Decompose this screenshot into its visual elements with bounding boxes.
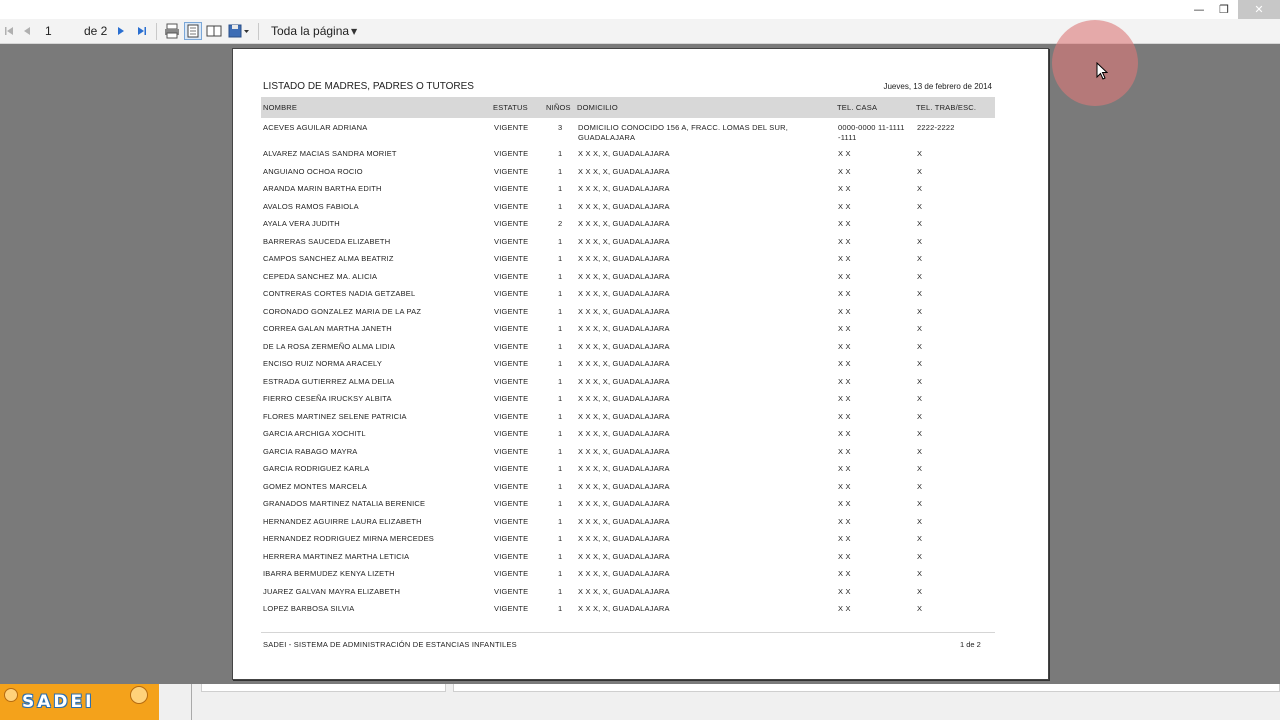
status-field xyxy=(453,684,1280,692)
next-page-icon[interactable] xyxy=(114,23,128,39)
column-header-tel-casa: TEL. CASA xyxy=(837,103,878,112)
cell-tel-trab: X xyxy=(917,341,923,351)
cell-tel-trab: X xyxy=(917,411,923,421)
cell-tel-trab: X xyxy=(917,289,923,298)
cell-tel-casa: X X xyxy=(838,411,851,421)
close-button[interactable]: ✕ xyxy=(1238,0,1280,19)
cell-ninos: 1 xyxy=(558,149,563,158)
cell-domicilio: X X X, X, GUADALAJARA xyxy=(578,359,670,368)
cell-nombre: AVALOS RAMOS FABIOLA xyxy=(263,201,359,211)
cell-nombre: ANGUIANO OCHOA ROCIO xyxy=(263,166,363,176)
cell-tel-trab: X xyxy=(917,306,923,316)
previous-page-icon[interactable] xyxy=(20,23,34,39)
cell-ninos: 1 xyxy=(558,166,563,176)
cell-estatus: VIGENTE xyxy=(494,551,529,561)
cell-estatus: VIGENTE xyxy=(494,411,529,421)
cell-domicilio: X X X, X, GUADALAJARA xyxy=(578,341,670,351)
cell-tel-casa: X X xyxy=(838,201,851,211)
mouse-pointer-icon xyxy=(1096,62,1108,80)
cell-nombre: CORREA GALAN MARTHA JANETH xyxy=(263,324,392,333)
cell-tel-trab: X xyxy=(917,604,923,613)
report-date: Jueves, 13 de febrero de 2014 xyxy=(883,82,992,91)
cell-ninos: 1 xyxy=(558,586,563,596)
cell-estatus: VIGENTE xyxy=(494,123,529,132)
cell-nombre: BARRERAS SAUCEDA ELIZABETH xyxy=(263,236,391,246)
cell-nombre: FIERRO CESEÑA IRUCKSY ALBITA xyxy=(263,394,392,403)
cell-domicilio: X X X, X, GUADALAJARA xyxy=(578,201,670,211)
cell-ninos: 1 xyxy=(558,499,563,508)
cell-tel-casa: X X xyxy=(838,289,851,298)
cell-domicilio: X X X, X, GUADALAJARA xyxy=(578,429,670,438)
cell-tel-casa: 0000-0000 11-1111 -1111 xyxy=(838,123,905,142)
cell-ninos: 3 xyxy=(558,123,563,132)
cell-tel-trab: X xyxy=(917,254,923,263)
cell-domicilio: X X X, X, GUADALAJARA xyxy=(578,236,670,246)
cell-ninos: 1 xyxy=(558,201,563,211)
cell-nombre: ENCISO RUIZ NORMA ARACELY xyxy=(263,359,383,368)
cell-nombre: FLORES MARTINEZ SELENE PATRICIA xyxy=(263,411,407,421)
cell-estatus: VIGENTE xyxy=(494,604,529,613)
restore-button[interactable]: ❐ xyxy=(1219,3,1229,16)
cell-nombre: HERNANDEZ AGUIRRE LAURA ELIZABETH xyxy=(263,516,422,526)
cell-estatus: VIGENTE xyxy=(494,306,529,316)
cell-tel-trab: X xyxy=(917,376,923,386)
cell-nombre: CORONADO GONZALEZ MARIA DE LA PAZ xyxy=(263,306,422,316)
cell-tel-trab: X xyxy=(917,464,923,473)
cell-ninos: 1 xyxy=(558,569,563,578)
cell-tel-casa: X X xyxy=(838,236,851,246)
cell-nombre: CAMPOS SANCHEZ ALMA BEATRIZ xyxy=(263,254,394,263)
current-page-input[interactable]: 1 xyxy=(45,24,52,38)
cell-domicilio: X X X, X, GUADALAJARA xyxy=(578,376,670,386)
application-status-strip xyxy=(0,684,1280,720)
cell-tel-trab: X xyxy=(917,219,923,228)
print-layout-icon[interactable] xyxy=(184,22,202,40)
minimize-button[interactable]: — xyxy=(1193,3,1205,16)
cell-estatus: VIGENTE xyxy=(494,271,529,281)
zoom-dropdown-arrow-icon[interactable]: ▼ xyxy=(351,26,358,36)
cell-tel-casa: X X xyxy=(838,446,851,456)
report-title: LISTADO DE MADRES, PADRES O TUTORES xyxy=(263,81,474,92)
cell-estatus: VIGENTE xyxy=(494,394,529,403)
cell-ninos: 1 xyxy=(558,254,563,263)
cell-domicilio: X X X, X, GUADALAJARA xyxy=(578,446,670,456)
cell-estatus: VIGENTE xyxy=(494,586,529,596)
cell-estatus: VIGENTE xyxy=(494,429,529,438)
cell-tel-casa: X X xyxy=(838,271,851,281)
cell-domicilio: X X X, X, GUADALAJARA xyxy=(578,149,670,158)
page-setup-icon[interactable] xyxy=(205,22,223,40)
cell-ninos: 1 xyxy=(558,429,563,438)
cell-estatus: VIGENTE xyxy=(494,201,529,211)
cell-ninos: 1 xyxy=(558,551,563,561)
toolbar-separator xyxy=(258,23,259,40)
zoom-select[interactable]: Toda la página xyxy=(271,24,350,38)
cell-estatus: VIGENTE xyxy=(494,149,529,158)
footer-divider xyxy=(261,632,995,633)
cell-domicilio: X X X, X, GUADALAJARA xyxy=(578,569,670,578)
cell-ninos: 1 xyxy=(558,306,563,316)
cell-nombre: GARCIA RODRIGUEZ KARLA xyxy=(263,464,370,473)
cell-estatus: VIGENTE xyxy=(494,499,529,508)
cell-nombre: DE LA ROSA ZERMEÑO ALMA LIDIA xyxy=(263,341,396,351)
cell-tel-trab: X xyxy=(917,586,923,596)
column-header-domicilio: DOMICILIO xyxy=(577,103,618,112)
cell-estatus: VIGENTE xyxy=(494,324,529,333)
cell-nombre: GRANADOS MARTINEZ NATALIA BERENICE xyxy=(263,499,426,508)
cell-ninos: 1 xyxy=(558,184,563,193)
cell-tel-trab: X xyxy=(917,534,923,543)
last-page-icon[interactable] xyxy=(135,23,149,39)
cell-tel-casa: X X xyxy=(838,604,851,613)
cell-tel-trab: X xyxy=(917,149,923,158)
cell-estatus: VIGENTE xyxy=(494,569,529,578)
cell-estatus: VIGENTE xyxy=(494,254,529,263)
cell-ninos: 1 xyxy=(558,481,563,491)
cell-tel-casa: X X xyxy=(838,184,851,193)
cell-ninos: 1 xyxy=(558,446,563,456)
cell-tel-casa: X X xyxy=(838,341,851,351)
cell-tel-casa: X X xyxy=(838,464,851,473)
cell-tel-casa: X X xyxy=(838,481,851,491)
cell-estatus: VIGENTE xyxy=(494,534,529,543)
cell-nombre: LOPEZ BARBOSA SILVIA xyxy=(263,604,355,613)
cell-tel-trab: X xyxy=(917,166,923,176)
cell-domicilio: X X X, X, GUADALAJARA xyxy=(578,271,670,281)
status-field xyxy=(201,684,446,692)
cell-domicilio: X X X, X, GUADALAJARA xyxy=(578,306,670,316)
cell-estatus: VIGENTE xyxy=(494,289,529,298)
cell-tel-trab: X xyxy=(917,324,923,333)
cell-nombre: CEPEDA SANCHEZ MA. ALICIA xyxy=(263,271,378,281)
cell-ninos: 1 xyxy=(558,324,563,333)
cell-domicilio: X X X, X, GUADALAJARA xyxy=(578,516,670,526)
cell-ninos: 2 xyxy=(558,219,563,228)
cell-estatus: VIGENTE xyxy=(494,219,529,228)
report-viewer-area[interactable] xyxy=(0,44,1280,684)
cell-nombre: ACEVES AGUILAR ADRIANA xyxy=(263,123,368,132)
cell-tel-trab: X xyxy=(917,184,923,193)
cell-tel-trab: X xyxy=(917,516,923,526)
cell-domicilio: X X X, X, GUADALAJARA xyxy=(578,219,670,228)
cell-domicilio: X X X, X, GUADALAJARA xyxy=(578,604,670,613)
cell-nombre: GARCIA ARCHIGA XOCHITL xyxy=(263,429,366,438)
cell-tel-casa: X X xyxy=(838,429,851,438)
cell-ninos: 1 xyxy=(558,464,563,473)
column-header-nombre: NOMBRE xyxy=(263,103,298,112)
cell-tel-trab: X xyxy=(917,569,923,578)
cell-tel-casa: X X xyxy=(838,324,851,333)
cell-estatus: VIGENTE xyxy=(494,166,529,176)
cell-tel-casa: X X xyxy=(838,254,851,263)
cell-estatus: VIGENTE xyxy=(494,446,529,456)
cell-nombre: GOMEZ MONTES MARCELA xyxy=(263,481,368,491)
cell-ninos: 1 xyxy=(558,359,563,368)
cell-ninos: 1 xyxy=(558,604,563,613)
cell-ninos: 1 xyxy=(558,534,563,543)
page-count-label: de 2 xyxy=(84,24,108,38)
window-titlebar xyxy=(0,0,1280,19)
export-icon[interactable] xyxy=(227,22,251,40)
cell-estatus: VIGENTE xyxy=(494,341,529,351)
cell-tel-casa: X X xyxy=(838,219,851,228)
cell-tel-trab: X xyxy=(917,429,923,438)
cell-estatus: VIGENTE xyxy=(494,359,529,368)
cell-tel-casa: X X xyxy=(838,516,851,526)
cell-ninos: 1 xyxy=(558,341,563,351)
cell-estatus: VIGENTE xyxy=(494,376,529,386)
cell-tel-trab: X xyxy=(917,359,923,368)
column-header-ninos: NIÑOS xyxy=(546,103,571,112)
cell-domicilio: DOMICILIO CONOCIDO 156 A, FRACC. LOMAS DEL SUR, GUADALAJARA xyxy=(578,123,788,142)
cell-nombre: GARCIA RABAGO MAYRA xyxy=(263,446,358,456)
cell-tel-trab: 2222-2222 xyxy=(917,123,955,132)
logo-mascot-icon xyxy=(130,686,148,704)
logo-mascot-icon xyxy=(4,688,18,702)
cell-domicilio: X X X, X, GUADALAJARA xyxy=(578,324,670,333)
cell-domicilio: X X X, X, GUADALAJARA xyxy=(578,254,670,263)
print-icon[interactable] xyxy=(163,22,181,40)
toolbar-separator xyxy=(156,23,157,40)
cell-tel-casa: X X xyxy=(838,534,851,543)
report-page xyxy=(232,48,1049,680)
cell-domicilio: X X X, X, GUADALAJARA xyxy=(578,289,670,298)
cell-tel-trab: X xyxy=(917,201,923,211)
cell-ninos: 1 xyxy=(558,376,563,386)
cell-nombre: CONTRERAS CORTES NADIA GETZABEL xyxy=(263,289,416,298)
cell-tel-casa: X X xyxy=(838,586,851,596)
cell-tel-casa: X X xyxy=(838,359,851,368)
cell-nombre: ESTRADA GUTIERREZ ALMA DELIA xyxy=(263,376,395,386)
cell-estatus: VIGENTE xyxy=(494,184,529,193)
cell-nombre: ALVAREZ MACIAS SANDRA MORIET xyxy=(263,149,397,158)
cell-tel-trab: X xyxy=(917,236,923,246)
cursor-highlight xyxy=(1052,20,1138,106)
cell-tel-trab: X xyxy=(917,481,923,491)
cell-tel-casa: X X xyxy=(838,149,851,158)
cell-domicilio: X X X, X, GUADALAJARA xyxy=(578,184,670,193)
cell-ninos: 1 xyxy=(558,289,563,298)
cell-estatus: VIGENTE xyxy=(494,236,529,246)
cell-tel-casa: X X xyxy=(838,376,851,386)
cell-domicilio: X X X, X, GUADALAJARA xyxy=(578,481,670,491)
cell-estatus: VIGENTE xyxy=(494,516,529,526)
report-footer-system-name: SADEI - SISTEMA DE ADMINISTRACIÓN DE ESTANCIAS INFANTILES xyxy=(263,640,517,649)
panel-divider xyxy=(191,684,192,720)
cell-tel-casa: X X xyxy=(838,569,851,578)
cell-estatus: VIGENTE xyxy=(494,464,529,473)
first-page-icon[interactable] xyxy=(3,23,15,39)
cell-domicilio: X X X, X, GUADALAJARA xyxy=(578,534,670,543)
cell-tel-casa: X X xyxy=(838,166,851,176)
column-header-estatus: ESTATUS xyxy=(493,103,528,112)
cell-tel-casa: X X xyxy=(838,306,851,316)
cell-ninos: 1 xyxy=(558,394,563,403)
table-header xyxy=(261,97,995,118)
report-footer-page-number: 1 de 2 xyxy=(960,640,981,649)
cell-nombre: HERRERA MARTINEZ MARTHA LETICIA xyxy=(263,551,410,561)
cell-nombre: AYALA VERA JUDITH xyxy=(263,219,340,228)
cell-tel-trab: X xyxy=(917,271,923,281)
logo-text: SADEI xyxy=(22,692,95,712)
cell-ninos: 1 xyxy=(558,411,563,421)
cell-domicilio: X X X, X, GUADALAJARA xyxy=(578,586,670,596)
cell-tel-trab: X xyxy=(917,551,923,561)
sadei-logo xyxy=(0,684,159,720)
cell-domicilio: X X X, X, GUADALAJARA xyxy=(578,464,670,473)
cell-nombre: IBARRA BERMUDEZ KENYA LIZETH xyxy=(263,569,395,578)
cell-nombre: JUAREZ GALVAN MAYRA ELIZABETH xyxy=(263,586,401,596)
column-header-tel-trab: TEL. TRAB/ESC. xyxy=(916,103,977,112)
cell-ninos: 1 xyxy=(558,236,563,246)
cell-tel-trab: X xyxy=(917,446,923,456)
cell-domicilio: X X X, X, GUADALAJARA xyxy=(578,394,670,403)
cell-domicilio: X X X, X, GUADALAJARA xyxy=(578,499,670,508)
cell-nombre: HERNANDEZ RODRIGUEZ MIRNA MERCEDES xyxy=(263,534,434,543)
cell-ninos: 1 xyxy=(558,516,563,526)
cell-estatus: VIGENTE xyxy=(494,481,529,491)
cell-tel-casa: X X xyxy=(838,551,851,561)
cell-tel-casa: X X xyxy=(838,394,851,403)
cell-domicilio: X X X, X, GUADALAJARA xyxy=(578,551,670,561)
cell-domicilio: X X X, X, GUADALAJARA xyxy=(578,411,670,421)
cell-domicilio: X X X, X, GUADALAJARA xyxy=(578,166,670,176)
cell-nombre: ARANDA MARIN BARTHA EDITH xyxy=(263,184,382,193)
cell-tel-trab: X xyxy=(917,394,923,403)
cell-tel-casa: X X xyxy=(838,499,851,508)
cell-ninos: 1 xyxy=(558,271,563,281)
cell-tel-trab: X xyxy=(917,499,923,508)
